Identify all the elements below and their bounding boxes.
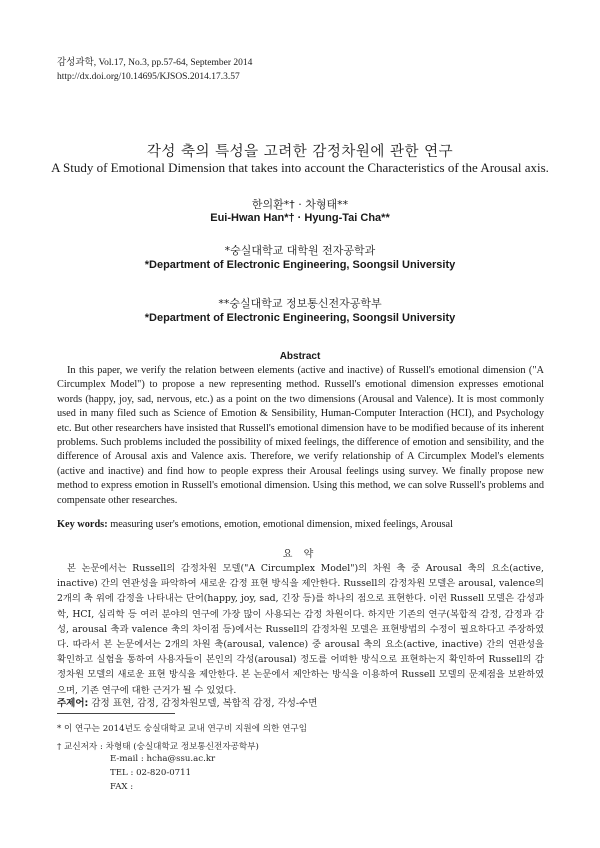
korean-title: 각성 축의 특성을 고려한 감정차원에 관한 연구 <box>146 144 454 160</box>
korean-keywords <box>57 695 318 709</box>
english-affiliation-1: *Department of Electronic Engineering, Soongsil University <box>144 259 456 271</box>
korean-affiliation-1: *숭실대학교 대학원 전자공학과 <box>224 244 376 257</box>
journal-header <box>57 56 252 84</box>
english-affiliation-2: *Department of Electronic Engineering, Soongsil University <box>144 312 456 324</box>
english-authors: Eui-Hwan Han*† · Hyung-Tai Cha** <box>210 212 390 224</box>
korean-authors: 한의환*† · 차형태** <box>251 198 349 211</box>
korean-abstract-heading: 요 약 <box>282 549 318 560</box>
abstract-heading: Abstract <box>279 351 321 362</box>
keywords-label: Key words: <box>57 519 108 530</box>
korean-affiliation-2: **숭실대학교 정보통신전자공학부 <box>218 297 382 310</box>
keywords-list: measuring user's emotions, emotion, emotional dimension, mixed feelings, Arousal <box>107 519 453 530</box>
english-title: A Study of Emotional Dimension that takes into account the Characteristics of the Arousal axis. <box>51 160 549 175</box>
keywords <box>57 518 547 532</box>
abstract-body: In this paper, we verify the relation between elements (active and inactive) of Russell's emotional dimension ("A Circumplex Model") to propose a new representing method. Russell's emotional dimension expresses emotional words (happy, joy, sad, nervous, etc.) as a point on the two dimensions (Arousal and Valence). It is most commonly used in many filed such as Science of Emotion & Sensibility, Human-Computer Interaction (HCI), and Psychology etc. But other researchers have insisted that Russell's emotional dimension have to be modified because of its inherent problems. Such problems included the possibility of mixed feelings, the difference of emotion and sensibility, and the difference of Arousal axis and Valence axis. Therefore, we verify relationship of A Circumplex Model's elements (active and inactive) and find how to people express their Arousal feelings using survey. We finally propose new method to express emotion in Russell's emotional dimension. Using this method, we can solve Russell's problems and compensate other researches. <box>57 365 544 506</box>
footnote-tel: TEL : 02-820-0711 <box>110 768 192 778</box>
footnote-email: E-mail : hcha@ssu.ac.kr <box>110 754 216 764</box>
footnote-divider <box>57 713 175 714</box>
korean-keywords-label: 주제어: <box>57 698 89 709</box>
footnote-funding: * 이 연구는 2014년도 숭실대학교 교내 연구비 지원에 의한 연구임 <box>57 724 307 734</box>
journal-doi[interactable]: http://dx.doi.org/10.14695/KJSOS.2014.17.3.57 <box>57 72 240 82</box>
korean-keywords-list: 감정 표현, 감정, 감정차원모델, 복합적 감정, 각성-수면 <box>88 698 318 709</box>
footnote-fax: FAX : <box>110 782 134 792</box>
footnote-corresponding-author: † 교신저자 : 차형태 (숭실대학교 정보통신전자공학부) <box>57 742 259 752</box>
korean-abstract-body: 본 논문에서는 Russell의 감정차원 모델("A Circumplex Model")의 차원 축 중 Arousal 축의 요소(active, inactive) 간의 연관성을 파악하여 새로운 감정 표현 방식을 제안한다. Russell의 감정차원 모델은 arousal, valence의 2개의 축 위에 감정을 나타내는 단어(happy, joy, sad, 긴장 등)를 하나의 점으로 표현한다. 이런 Russell 모델은 감성과학, HCI, 심리학 등 여러 분야의 연구에 가장 많이 사용되는 감정 차원이다. 하지만 기존의 연구(복합적 감정, 감정과 감성, arousal 축과 valence 축의 차이점 등)에서는 Russell의 감정차원 모델은 표현방법의 수정이 필요하다고 주장하였다. 따라서 본 논문에서는 2개의 차원 축(arousal, valence) 중 arousal 축의 요소(active, inactive) 간의 연관성을 확인하고 실험을 통하여 사용자들이 본인의 각성(arousal) 정도를 어떠한 방식으로 표현하는지 확인하여 Russell의 감정차원 모델의 새로운 표현 방식을 제안한다. 본 논문에서 제안하는 방식을 이용하여 Russell 모델의 문제점을 보완하였으며, 기존 연구에 대한 근거가 될 수 있었다. <box>57 563 544 696</box>
journal-citation: 감성과학, Vol.17, No.3, pp.57-64, September 2014 <box>57 58 253 68</box>
